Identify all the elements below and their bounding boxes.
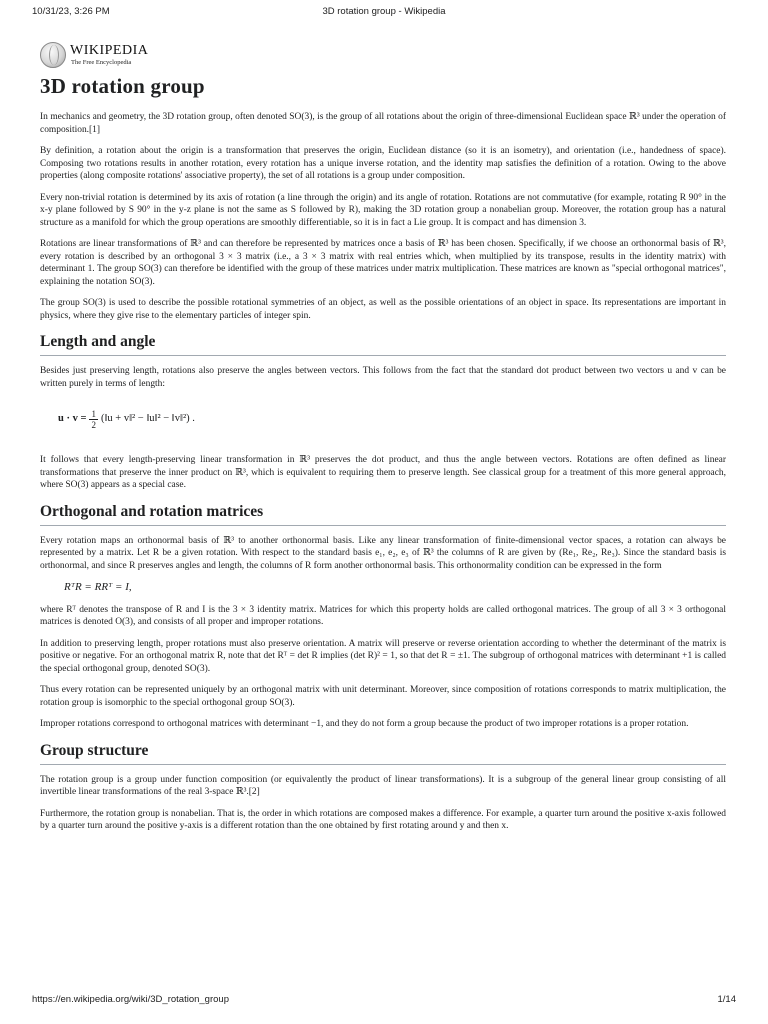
intro-paragraph-3: Every non-trivial rotation is determined by its axis of rotation (a line through the origin) and its angle of rotation. Rotations are not commutative (for example, rotating R 90° in the x-y plane followed by S 90° in the y-z plane is not the same as S followed by R), making the 3D rotation group a nonabelian group. Moreover, the rotation group has a natural structure as a manifold for which the group operations are smoothly differentiable, so it is in fact a Lie group. It is compact and has dimension 3. — [40, 192, 726, 228]
length-angle-paragraph-2: It follows that every length-preserving linear transformation in ℝ³ preserves the dot product, and thus the angle between vectors. Rotations are often defined as linear transformations that preserve the inner product on ℝ³, which is equivalent to requiring them to preserve length. See classical group for a treatment of this more general approach, where SO(3) appears as a special case. — [40, 455, 726, 490]
article-body — [40, 111, 726, 842]
orthogonal-paragraph-1: Every rotation maps an orthonormal basis of ℝ³ to another orthonormal basis. Like any linear transformation of finite-dimensional vector spaces, a rotation can always be represented by a matrix. Let R be a given rotation. With respect to the standard basis e₁, e₂, e₃ of ℝ³ the columns of R are given by (Re₁, Re₂, Re₃). Since the standard basis is orthonormal, and since R preserves angles and length, the columns of R form another orthonormal basis. This orthonormality condition can be expressed in the form — [40, 535, 726, 571]
fraction-numerator: 1 — [91, 408, 96, 419]
formula-lhs: u · v = — [58, 412, 87, 424]
orthogonal-paragraph-5: Improper rotations correspond to orthogonal matrices with determinant −1, and they do not form a group because the product of two improper rotations is a proper rotation. — [40, 719, 689, 729]
logo-tagline: The Free Encyclopedia — [71, 59, 132, 66]
page-number: 1/14 — [717, 994, 736, 1005]
fraction-denominator: 2 — [91, 419, 96, 430]
group-structure-paragraph-2: Furthermore, the rotation group is nonabelian. That is, the order in which rotations are composed makes a difference. For example, a quarter turn around the positive x-axis followed by a quarter turn around the positive y-axis is a different rotation than the one obtained by first rotating around y and then x. — [40, 808, 726, 831]
intro-paragraph-1: In mechanics and geometry, the 3D rotation group, often denoted SO(3), is the group of all rotations about the origin of three-dimensional Euclidean space ℝ³ under the operation of composition.[1] — [40, 112, 726, 135]
formula-rhs: (‖u + v‖² − ‖u‖² − ‖v‖²) . — [100, 412, 195, 424]
section-heading-orthogonal: Orthogonal and rotation matrices — [40, 503, 726, 526]
print-title: 3D rotation group - Wikipedia — [322, 6, 446, 17]
intro-paragraph-5: The group SO(3) is used to describe the possible rotational symmetries of an object, as well as the possible orientations of an object in space. Its representations are important in physics, where they give rise to the elementary particles of integer spin. — [40, 298, 726, 321]
formula-fraction — [89, 409, 98, 430]
orthogonal-paragraph-2: where Rᵀ denotes the transpose of R and I is the 3 × 3 identity matrix. Matrices for which this property holds are called orthogonal matrices. The group of all 3 × 3 orthogonal matrices is denoted O(3), and consists of all proper and improper rotations. — [40, 604, 726, 627]
group-structure-paragraph-1: The rotation group is a group under function composition (or equivalently the product of linear transformations). It is a subgroup of the general linear group consisting of all invertible linear transformations of the real 3-space ℝ³.[2] — [40, 774, 726, 797]
orthogonality-formula: RᵀR = RRᵀ = I, — [64, 581, 132, 593]
page-title: 3D rotation group — [40, 74, 205, 98]
logo-wordmark: WIKIPEDIA — [70, 43, 149, 58]
wikipedia-globe-icon — [40, 42, 66, 68]
print-date: 10/31/23, 3:26 PM — [32, 6, 110, 17]
orthogonal-paragraph-3: In addition to preserving length, proper rotations must also preserve orientation. A matrix will preserve or reverse orientation according to whether the determinant of the matrix is positive or negative. For an orthogonal matrix R, note that det Rᵀ = det R implies (det R)² = 1, so that det R = ±1. The subgroup of orthogonal matrices with determinant +1 is called the special orthogonal group, denoted SO(3). — [40, 638, 726, 674]
dot-product-formula — [58, 404, 726, 434]
length-angle-paragraph-1: Besides just preserving length, rotations also preserve the angles between vectors. This follows from the fact that the standard dot product between two vectors u and v can be written purely in terms of length: — [40, 366, 726, 389]
intro-paragraph-4: Rotations are linear transformations of ℝ³ and can therefore be represented by matrices once a basis of ℝ³ has been chosen. Specifically, if we choose an orthonormal basis of ℝ³, every rotation is described by an orthogonal 3 × 3 matrix (i.e., a 3 × 3 matrix with real entries which, when multiplied by its transpose, results in the identity matrix) with determinant 1. The group SO(3) can therefore be identified with the group of these matrices under matrix multiplication. These matrices are known as "special orthogonal matrices", explaining the notation SO(3). — [40, 239, 726, 287]
wikipedia-logo[interactable] — [40, 42, 170, 70]
section-heading-length-angle: Length and angle — [40, 333, 726, 356]
intro-paragraph-2: By definition, a rotation about the origin is a transformation that preserves the origin, Euclidean distance (so it is an isometry), and orientation (i.e., handedness of space). Composing two rotations results in another rotation, every rotation has a unique inverse rotation, and the identity map satisfies the definition of a rotation. Owing to the above properties (along composite rotations' associative property), the set of all rotations is a group under composition. — [40, 146, 726, 181]
section-heading-group-structure: Group structure — [40, 742, 726, 765]
orthogonal-paragraph-4: Thus every rotation can be represented uniquely by an orthogonal matrix with unit determinant. Moreover, since composition of rotations corresponds to matrix multiplication, the rotation group is isomorphic to the special orthogonal group SO(3). — [40, 685, 726, 708]
print-url[interactable]: https://en.wikipedia.org/wiki/3D_rotation_group — [32, 994, 229, 1005]
